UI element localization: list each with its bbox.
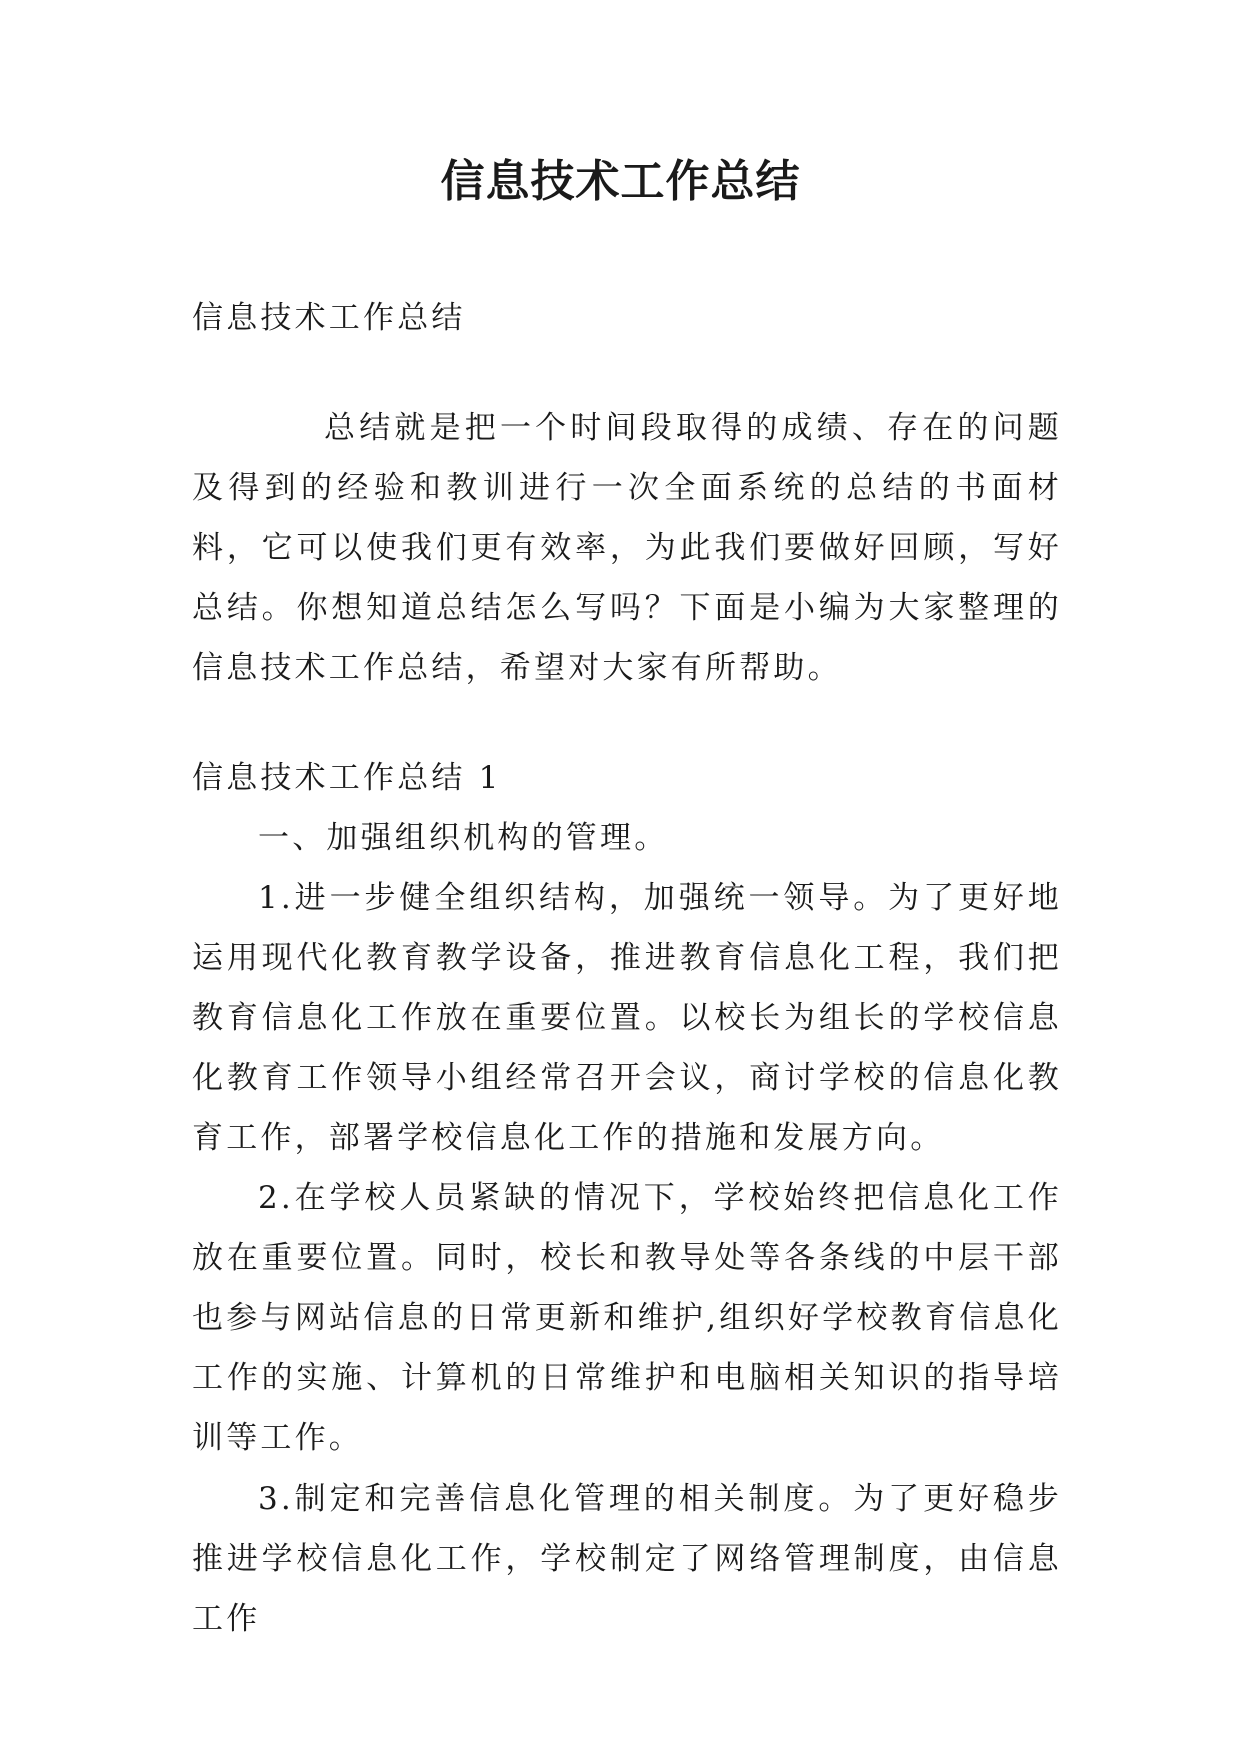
intro-paragraph: 总结就是把一个时间段取得的成绩、存在的问题及得到的经验和教训进行一次全面系统的总结的书面材料，它可以使我们更有效率，为此我们要做好回顾，写好总结。你想知道总结怎么写吗？下面是小编为大家整理的信息技术工作总结，希望对大家有所帮助。 xyxy=(192,410,1062,686)
list-item-3: 3.制定和完善信息化管理的相关制度。为了更好稳步推进学校信息化工作，学校制定了网络管理制度，由信息工作 xyxy=(192,1481,1062,1637)
list-item-2: 2.在学校人员紧缺的情况下，学校始终把信息化工作放在重要位置。同时，校长和教导处等各条线的中层干部也参与网站信息的日常更新和维护,组织好学校教育信息化工作的实施、计算机的日常维护和电脑相关知识的指导培训等工作。 xyxy=(192,1180,1062,1456)
list-item-1: 1.进一步健全组织结构，加强统一领导。为了更好地运用现代化教育教学设备，推进教育信息化工程，我们把教育信息化工作放在重要位置。以校长为组长的学校信息化教育工作领导小组经常召开会议，商讨学校的信息化教育工作，部署学校信息化工作的措施和发展方向。 xyxy=(192,880,1062,1156)
section-heading: 一、加强组织机构的管理。 xyxy=(258,820,669,856)
section-title: 信息技术工作总结 1 xyxy=(192,760,502,796)
document-title: 信息技术工作总结 xyxy=(440,156,801,207)
subtitle-line: 信息技术工作总结 xyxy=(192,300,466,336)
